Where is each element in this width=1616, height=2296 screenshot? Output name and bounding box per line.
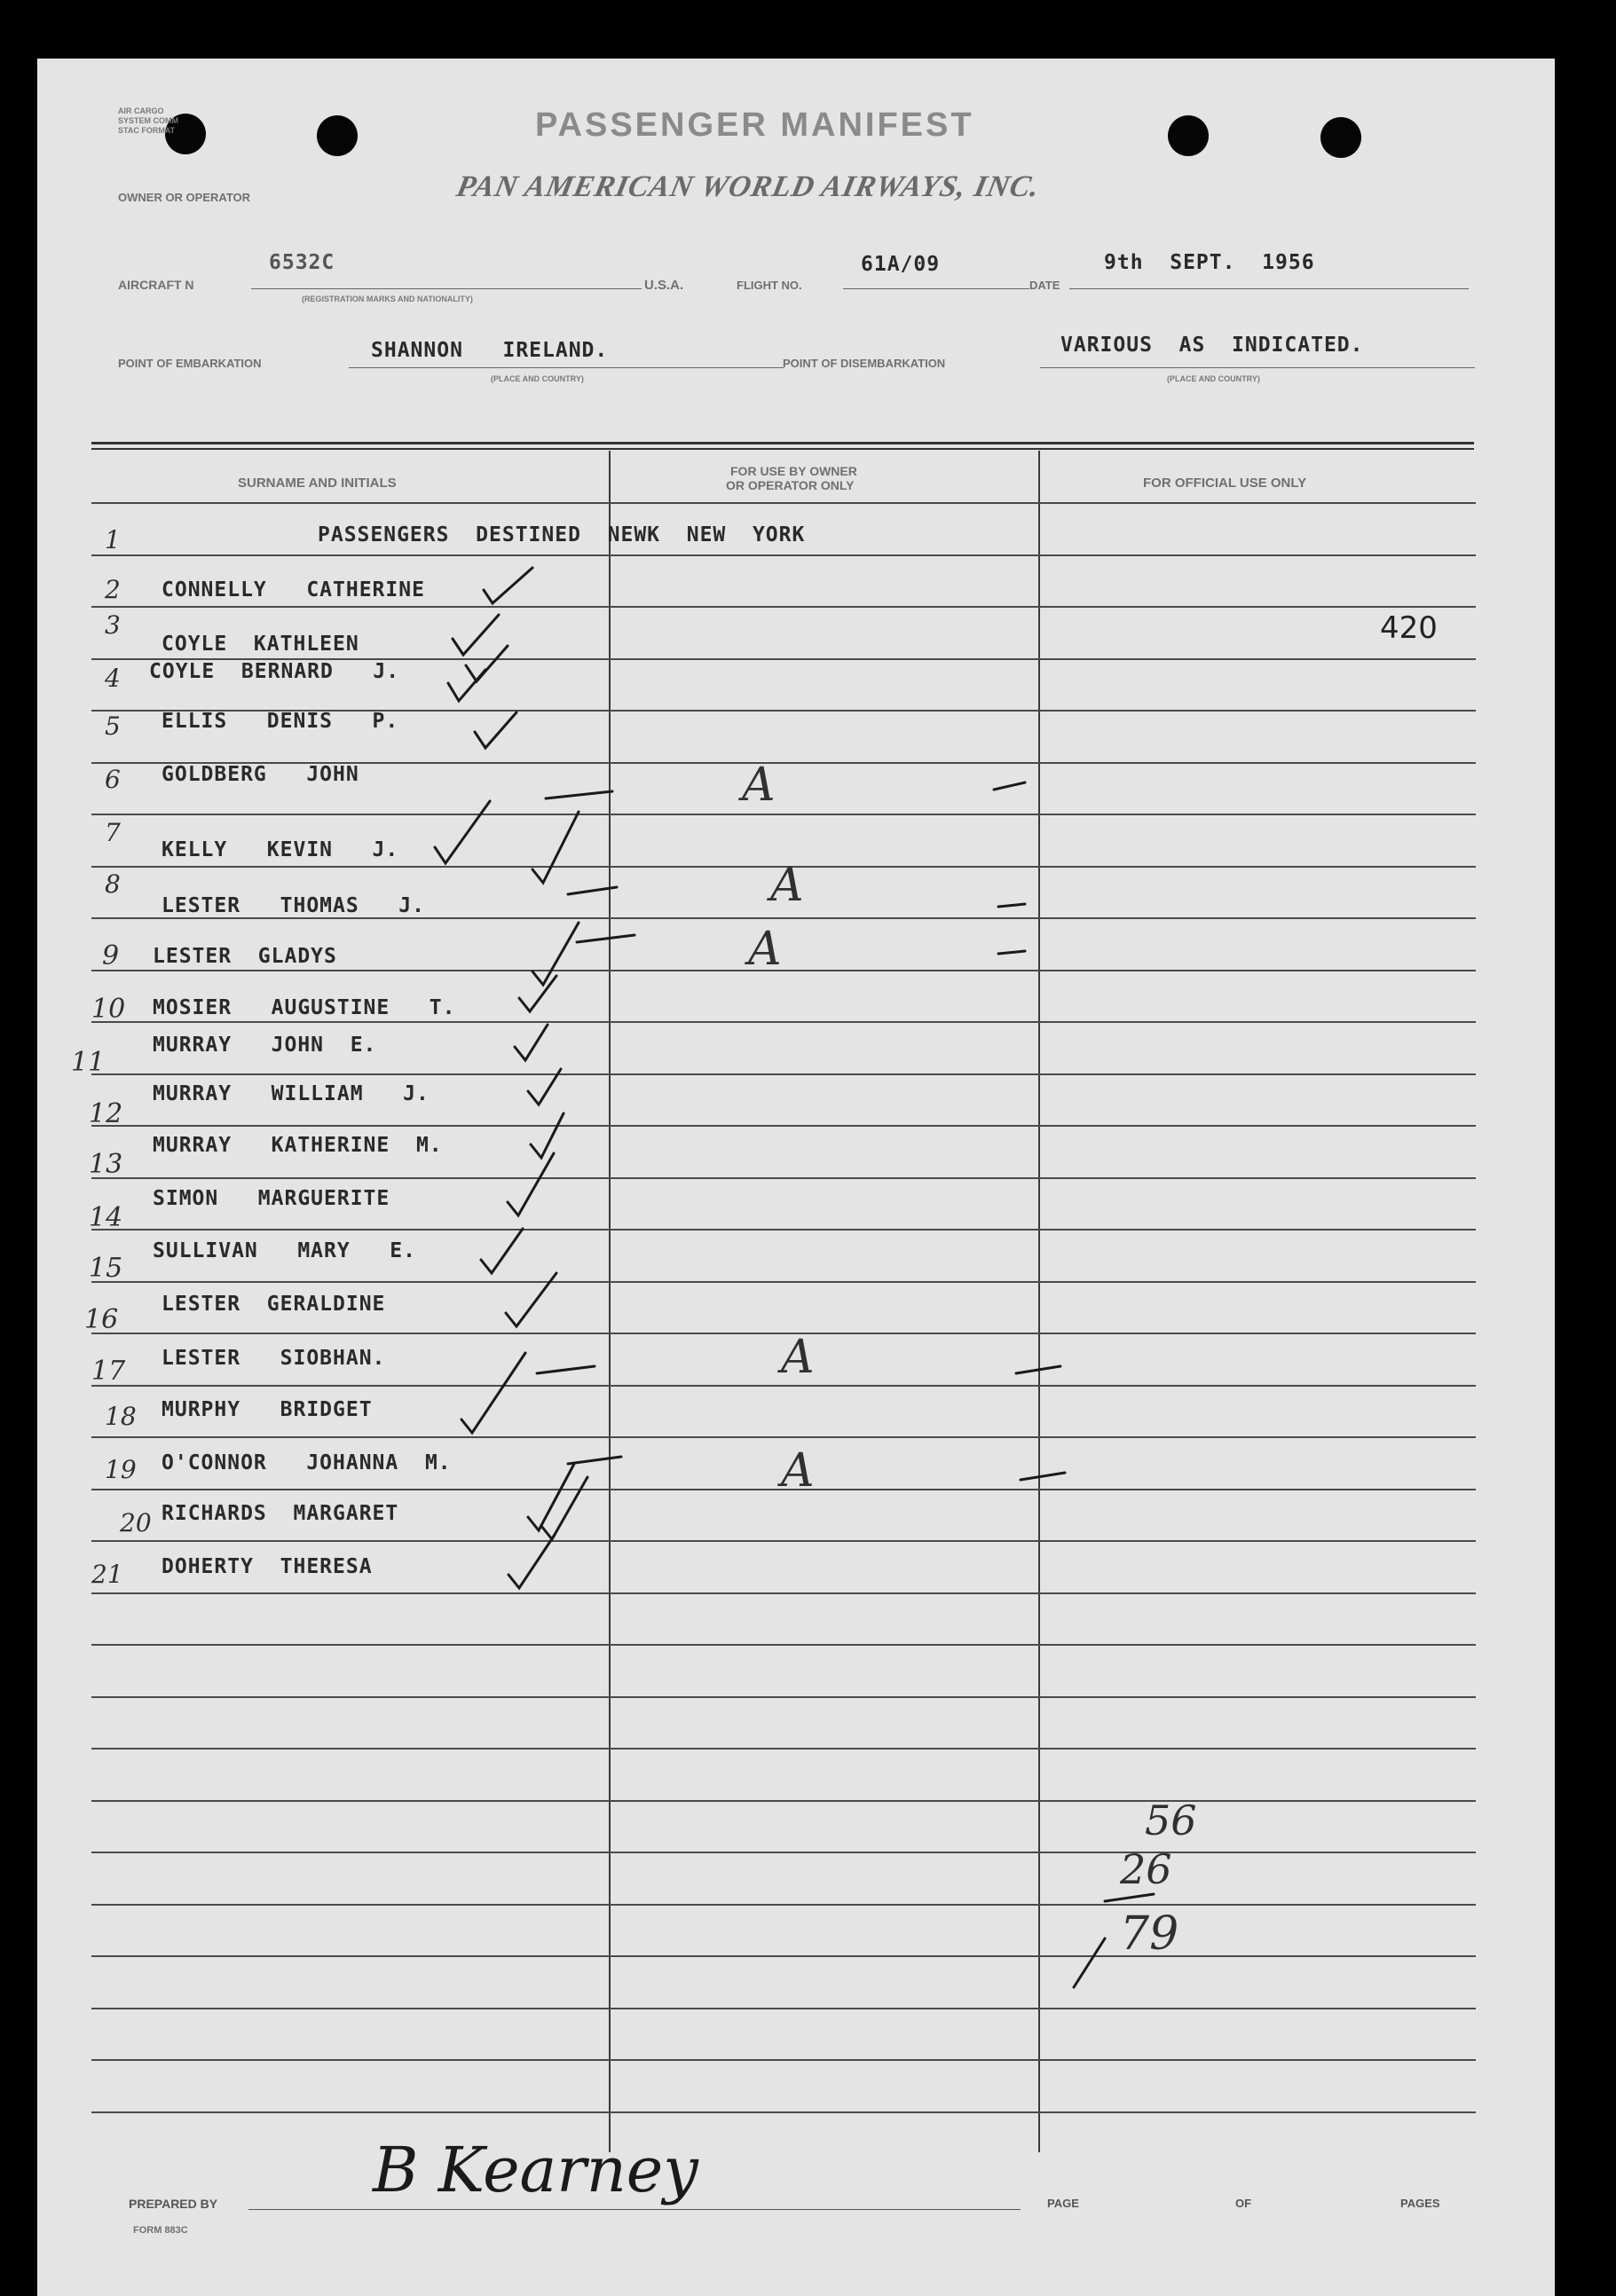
airline-name: PAN AMERICAN WORLD AIRWAYS, INC. (453, 170, 1044, 203)
check-mark (481, 1229, 523, 1273)
form-code: FORM 883C (133, 2225, 188, 2236)
check-mark (475, 712, 516, 748)
row-number: 1 (105, 525, 121, 554)
check-mark (435, 801, 490, 863)
row-number: 11 (71, 1047, 106, 1078)
row-number: 20 (120, 1508, 152, 1537)
embarkation-label: POINT OF EMBARKATION (118, 357, 262, 370)
passenger-row: RICHARDS MARGARET (162, 1502, 399, 1525)
column-header-surname: SURNAME AND INITIALS (238, 476, 397, 491)
row-number: 6 (105, 765, 121, 794)
date-value: 9th SEPT. 1956 (1104, 251, 1315, 274)
tally-value: 26 (1120, 1845, 1172, 1893)
owner-mark: A (748, 923, 782, 976)
passenger-row: MURRAY JOHN E. (153, 1034, 377, 1057)
passenger-row: ELLIS DENIS P. (162, 710, 399, 733)
passenger-row: SIMON MARGUERITE (153, 1187, 390, 1210)
row-number: 19 (105, 1455, 137, 1484)
row-number: 4 (105, 664, 121, 693)
row-number: 8 (105, 869, 121, 899)
flight-label: FLIGHT NO. (737, 279, 802, 292)
struck-check (532, 812, 579, 883)
row-number: 5 (105, 712, 121, 741)
row-number: 2 (105, 575, 121, 604)
of-label: OF (1235, 2197, 1252, 2210)
check-mark (453, 615, 499, 655)
passenger-row: PASSENGERS DESTINED NEWK NEW YORK (318, 523, 806, 546)
prepared-label: PREPARED BY (129, 2197, 218, 2211)
disembarkation-value: VARIOUS AS INDICATED. (1060, 334, 1364, 357)
tally-divider (1105, 1894, 1154, 1901)
passenger-row: SULLIVAN MARY E. (153, 1239, 416, 1262)
flight-number: 61A/09 (861, 253, 941, 276)
row-number: 7 (105, 818, 121, 847)
row-number: 14 (89, 1202, 123, 1233)
row-number: 16 (84, 1304, 119, 1335)
row-number: 12 (89, 1098, 123, 1129)
registration-note: (REGISTRATION MARKS AND NATIONALITY) (302, 295, 473, 303)
row-number: 15 (89, 1253, 123, 1284)
date-label: DATE (1029, 279, 1060, 292)
dash-mark (568, 887, 617, 894)
dash-mark (998, 951, 1025, 954)
dash-mark (994, 782, 1025, 790)
dash-mark (998, 904, 1025, 907)
signature: B Kearney (373, 2134, 698, 2206)
check-mark (448, 670, 485, 701)
dash-mark (577, 935, 635, 942)
check-mark (508, 1535, 555, 1588)
embarkation-note: (PLACE AND COUNTRY) (491, 374, 584, 383)
row-number: 21 (91, 1560, 123, 1589)
passenger-row: COYLE BERNARD J. (149, 660, 400, 683)
check-mark (531, 1113, 564, 1158)
passenger-row: GOLDBERG JOHN (162, 763, 359, 786)
tally-value: 79 (1120, 1907, 1179, 1961)
row-number: 3 (105, 610, 121, 640)
check-mark (508, 1153, 554, 1215)
check-mark (461, 1353, 525, 1433)
dash-mark (1016, 1366, 1060, 1373)
dash-mark (568, 1457, 621, 1464)
nationality: U.S.A. (644, 278, 684, 293)
row-number: 18 (105, 1402, 137, 1431)
stamp-line: SYSTEM COMM (118, 116, 179, 125)
column-header-official: FOR OFFICIAL USE ONLY (1143, 476, 1307, 491)
row-number: 17 (91, 1356, 126, 1387)
disembarkation-note: (PLACE AND COUNTRY) (1167, 374, 1260, 383)
check-mark (484, 568, 532, 603)
passenger-row: KELLY KEVIN J. (162, 838, 399, 861)
dash-mark (1021, 1473, 1065, 1480)
passenger-row: CONNELLY CATHERINE (162, 578, 425, 602)
row-number: 10 (91, 994, 126, 1025)
passenger-row: COYLE KATHLEEN (162, 633, 359, 656)
page-title: PASSENGER MANIFEST (535, 106, 974, 144)
column-header-owner: FOR USE BY OWNER (730, 464, 857, 478)
page-label: PAGE (1047, 2197, 1079, 2210)
stamp-line: AIR CARGO (118, 106, 164, 115)
aircraft-value: 6532C (269, 251, 335, 274)
check-mark (528, 1464, 574, 1530)
column-header-owner: OR OPERATOR ONLY (726, 478, 855, 492)
row-number: 13 (89, 1149, 123, 1180)
official-number: 420 (1380, 610, 1438, 646)
passenger-row: MOSIER AUGUSTINE T. (153, 996, 456, 1019)
aircraft-label: AIRCRAFT N (118, 278, 194, 292)
passenger-row: LESTER THOMAS J. (162, 894, 425, 917)
check-mark (528, 1069, 561, 1105)
check-mark (466, 646, 508, 681)
check-mark (506, 1273, 556, 1326)
passenger-row: MURRAY WILLIAM J. (153, 1082, 430, 1105)
passenger-row: MURPHY BRIDGET (162, 1398, 373, 1421)
owner-mark: A (742, 759, 776, 812)
struck-check (541, 1477, 587, 1539)
stamp-line: STAC FORMAT (118, 126, 176, 135)
tally-value: 56 (1145, 1797, 1197, 1844)
passenger-row: DOHERTY THERESA (162, 1555, 373, 1578)
tally-slash (1074, 1938, 1105, 1987)
owner-mark: A (781, 1331, 815, 1384)
check-mark (515, 1025, 548, 1060)
owner-mark: A (781, 1444, 815, 1498)
passenger-row: O'CONNOR JOHANNA M. (162, 1451, 452, 1474)
embarkation-value: SHANNON IRELAND. (371, 339, 609, 362)
disembarkation-label: POINT OF DISEMBARKATION (783, 357, 946, 370)
dash-mark (537, 1366, 595, 1373)
owner-label: OWNER OR OPERATOR (118, 191, 251, 204)
passenger-row: LESTER SIOBHAN. (162, 1347, 386, 1370)
passenger-row: LESTER GLADYS (153, 945, 337, 968)
check-mark (519, 976, 556, 1011)
row-number: 9 (102, 940, 120, 971)
passenger-row: LESTER GERALDINE (162, 1293, 386, 1316)
passenger-row: MURRAY KATHERINE M. (153, 1134, 443, 1157)
dash-mark (546, 791, 612, 798)
pages-label: PAGES (1400, 2197, 1440, 2210)
owner-mark: A (770, 859, 804, 912)
